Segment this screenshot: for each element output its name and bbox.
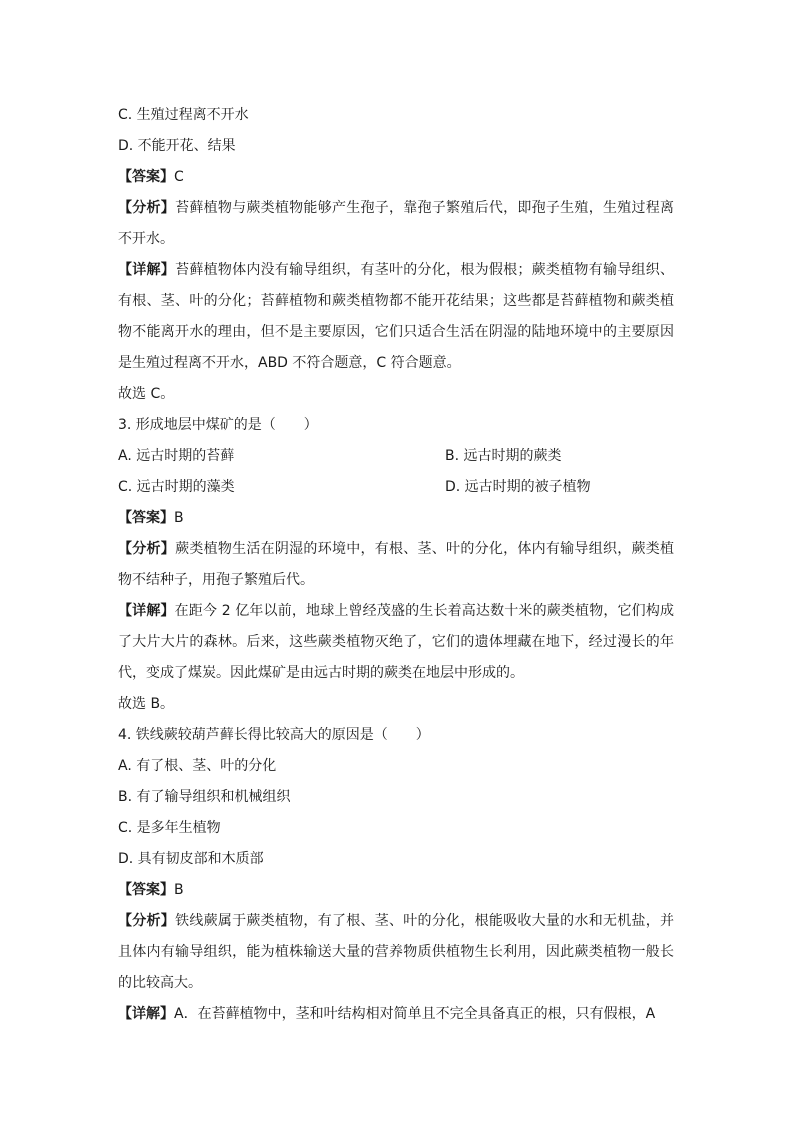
detail-tag: 【详解】 — [118, 1006, 174, 1022]
q4-question: 4. 铁线蕨较葫芦藓长得比较高大的原因是（ ） — [118, 727, 430, 743]
q2-detail — [118, 255, 674, 379]
analysis-text: 铁线蕨属于蕨类植物，有了根、茎、叶的分化，根能吸收大量的水和无机盐，并且体内有输导组织，能为植株输送大量的营养物质供植物生长利用，因此蕨类植物一般长的比较高大。 — [118, 913, 675, 991]
detail-tag: 【详解】 — [118, 262, 176, 278]
q3-option-c: C. 远古时期的藻类 — [118, 479, 235, 495]
answer-tag: 【答案】 — [118, 882, 174, 898]
answer-value: B — [174, 882, 184, 898]
detail-text: 苔藓植物体内没有输导组织，有茎叶的分化，根为假根；蕨类植物有输导组织、有根、茎、叶的分化；苔藓植物和蕨类植物都不能开花结果；这些都是苔藓植物和蕨类植物不能离开水的理由，但不是主要原因，它们只适合生活在阴湿的陆地环境中的主要原因是生殖过程离不开水，ABD 不符合题意，C 符合题意。 — [118, 262, 675, 371]
q3-options-row-1 — [118, 441, 674, 472]
q2-option-c: C. 生殖过程离不开水 — [118, 107, 249, 123]
q2-conclusion: 故选 C。 — [118, 386, 175, 402]
answer-tag: 【答案】 — [118, 169, 174, 185]
q3-option-b: B. 远古时期的蕨类 — [445, 448, 562, 464]
detail-tag: 【详解】 — [118, 603, 175, 619]
answer-value: C — [174, 169, 184, 185]
q3-options-row-2 — [118, 472, 674, 503]
q2-option-d: D. 不能开花、结果 — [118, 138, 236, 154]
q3-conclusion: 故选 B。 — [118, 696, 175, 712]
analysis-text: 苔藓植物与蕨类植物能够产生孢子，靠孢子繁殖后代，即孢子生殖，生殖过程离不开水。 — [118, 200, 675, 247]
q4-option-a: A. 有了根、茎、叶的分化 — [118, 758, 277, 774]
analysis-tag: 【分析】 — [118, 200, 176, 216]
q4-option-c: C. 是多年生植物 — [118, 820, 221, 836]
q2-answer — [118, 162, 674, 193]
q2-analysis — [118, 193, 674, 255]
document-page — [118, 100, 674, 1030]
analysis-tag: 【分析】 — [118, 913, 176, 929]
analysis-text: 蕨类植物生活在阴湿的环境中，有根、茎、叶的分化，体内有输导组织，蕨类植物不结种子，用孢子繁殖后代。 — [118, 541, 675, 588]
q3-question: 3. 形成地层中煤矿的是（ ） — [118, 417, 318, 433]
detail-text: 在距今 2 亿年以前，地球上曾经茂盛的生长着高达数十米的蕨类植物，它们构成了大片大片的森林。后来，这些蕨类植物灭绝了，它们的遗体埋藏在地下，经过漫长的年代，变成了煤炭。因此煤矿是由远古时期的蕨类在地层中形成的。 — [118, 603, 674, 681]
q3-option-d: D. 远古时期的被子植物 — [445, 479, 591, 495]
q3-answer — [118, 503, 674, 534]
q4-answer — [118, 875, 674, 906]
q3-analysis — [118, 534, 674, 596]
q4-analysis — [118, 906, 674, 999]
detail-text: A．在苔藓植物中，茎和叶结构相对简单且不完全具备真正的根，只有假根，A — [174, 1006, 656, 1022]
q4-detail — [118, 999, 674, 1030]
q4-option-b: B. 有了输导组织和机械组织 — [118, 789, 291, 805]
q3-option-a: A. 远古时期的苔藓 — [118, 448, 235, 464]
answer-tag: 【答案】 — [118, 510, 174, 526]
q4-option-d: D. 具有韧皮部和木质部 — [118, 851, 264, 867]
q3-detail — [118, 596, 674, 689]
analysis-tag: 【分析】 — [118, 541, 176, 557]
answer-value: B — [174, 510, 184, 526]
